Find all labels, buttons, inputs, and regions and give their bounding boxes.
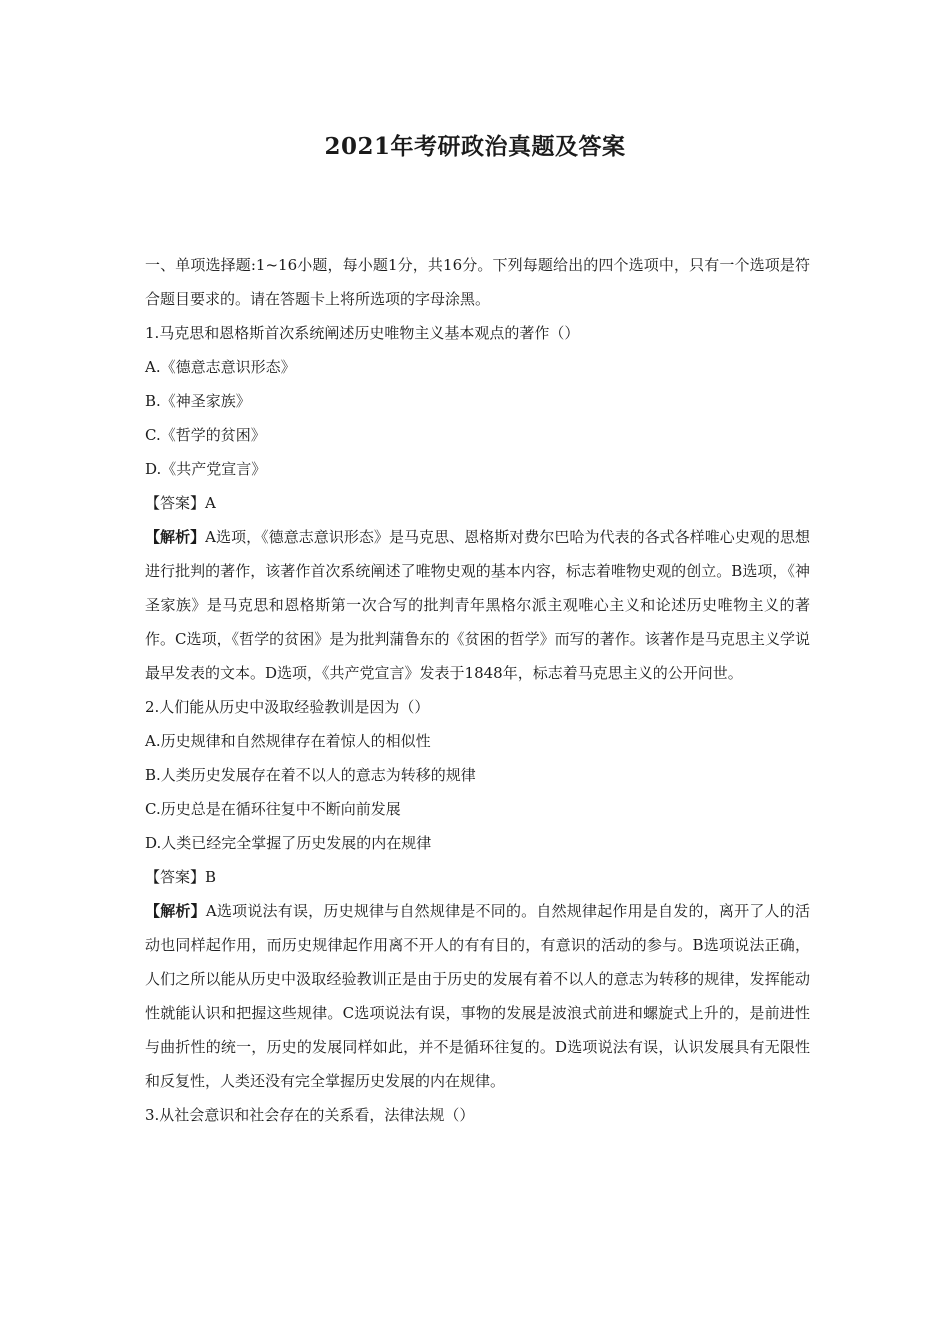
explanation-label: 【解析】 — [145, 528, 206, 546]
explanation — [145, 894, 810, 1098]
question-option: B.《神圣家族》 — [145, 392, 251, 410]
question-stem: 2.人们能从历史中汲取经验教训是因为（） — [145, 698, 430, 716]
question-option: A.《德意志意识形态》 — [145, 358, 296, 376]
document-body — [145, 248, 810, 1132]
question-stem: 1.马克思和恩格斯首次系统阐述历史唯物主义基本观点的著作（） — [145, 324, 580, 342]
question-option: D.人类已经完全掌握了历史发展的内在规律 — [145, 834, 432, 852]
explanation — [145, 520, 810, 690]
document-title: 2021年考研政治真题及答案 — [324, 133, 626, 160]
section-intro: 一、单项选择题:1~16小题，每小题1分，共16分。下列每题给出的四个选项中，只有一个选项是符合题目要求的。请在答题卡上将所选项的字母涂黑。 — [145, 256, 810, 308]
question-stem: 3.从社会意识和社会存在的关系看，法律法规（） — [145, 1106, 475, 1124]
question-option: C.历史总是在循环往复中不断向前发展 — [145, 800, 401, 818]
question-option: A.历史规律和自然规律存在着惊人的相似性 — [145, 732, 431, 750]
explanation-label: 【解析】 — [145, 902, 206, 920]
question-option: B.人类历史发展存在着不以人的意志为转移的规律 — [145, 766, 476, 784]
explanation-text: A选项说法有误，历史规律与自然规律是不同的。自然规律起作用是自发的，离开了人的活动也同样起作用，而历史规律起作用离不开人的有有目的，有意识的活动的参与。B选项说法正确，人们之所以能从历史中汲取经验教训正是由于历史的发展有着不以人的意志为转移的规律，发挥能动性就能认识和把握这些规律。C选项说法有误，事物的发展是波浪式前进和螺旋式上升的，是前进性与曲折性的统一，历史的发展同样如此，并不是循环往复的。D选项说法有误，认识发展具有无限性和反复性，人类还没有完全掌握历史发展的内在规律。 — [145, 902, 810, 1090]
explanation-text: A选项，《德意志意识形态》是马克思、恩格斯对费尔巴哈为代表的各式各样唯心史观的思想进行批判的著作，该著作首次系统阐述了唯物史观的基本内容，标志着唯物史观的创立。B选项，《神圣家族》是马克思和恩格斯第一次合写的批判青年黑格尔派主观唯心主义和论述历史唯物主义的著作。C选项，《哲学的贫困》是为批判蒲鲁东的《贫困的哲学》而写的著作。该著作是马克思主义学说最早发表的文本。D选项，《共产党宣言》发表于1848年，标志着马克思主义的公开问世。 — [145, 528, 810, 682]
answer-label: 【答案】A — [145, 494, 216, 512]
question-option: D.《共产党宣言》 — [145, 460, 267, 478]
question-option: C.《哲学的贫困》 — [145, 426, 266, 444]
answer-label: 【答案】B — [145, 868, 217, 886]
